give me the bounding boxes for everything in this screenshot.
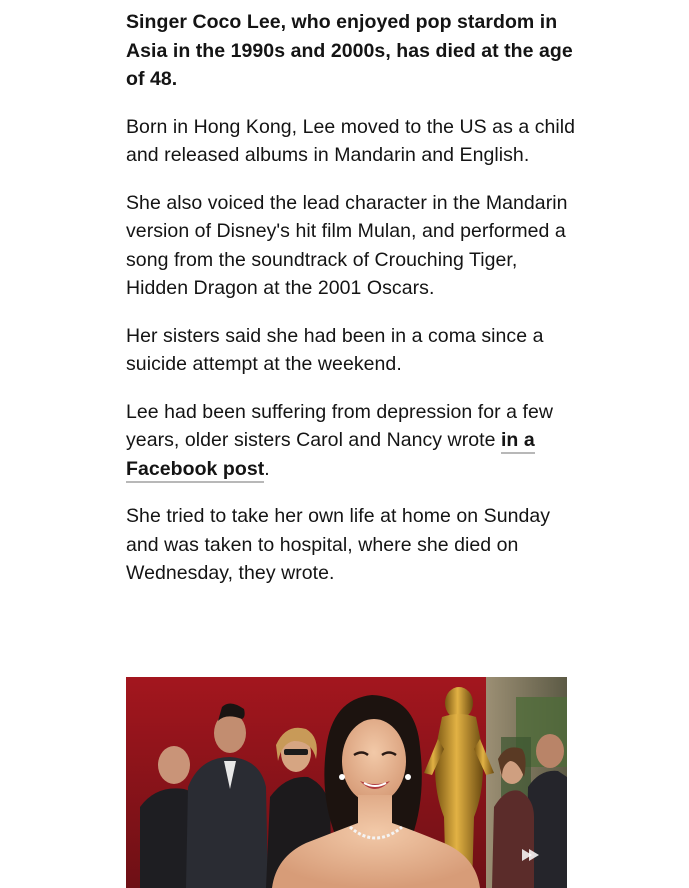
article-body — [126, 8, 576, 607]
paragraph-depression-end: . — [264, 457, 270, 480]
paragraph-mulan: She also voiced the lead character in the Mandarin version of Disney's hit film Mulan, and performed a song from the soundtrack of Crouching Tiger, Hidden Dragon at the 2001 Oscars. — [126, 191, 568, 299]
paragraph-depression — [126, 398, 576, 484]
facebook-post-link[interactable]: in a Facebook post — [126, 429, 535, 483]
paragraph-born: Born in Hong Kong, Lee moved to the US as a child and released albums in Mandarin and English. — [126, 115, 576, 166]
article-lede: Singer Coco Lee, who enjoyed pop stardom in Asia in the 1990s and 2000s, has died at the age of 48. — [126, 11, 573, 90]
paragraph-coma: Her sisters said she had been in a coma since a suicide attempt at the weekend. — [126, 324, 544, 375]
watermark-icon — [519, 844, 541, 866]
photo-icon — [126, 677, 567, 888]
paragraph-depression-text: Lee had been suffering from depression for a few years, older sisters Carol and Nancy wrote — [126, 400, 553, 451]
article-photo — [126, 677, 567, 888]
paragraph-hospital: She tried to take her own life at home on Sunday and was taken to hospital, where she died on Wednesday, they wrote. — [126, 505, 551, 584]
